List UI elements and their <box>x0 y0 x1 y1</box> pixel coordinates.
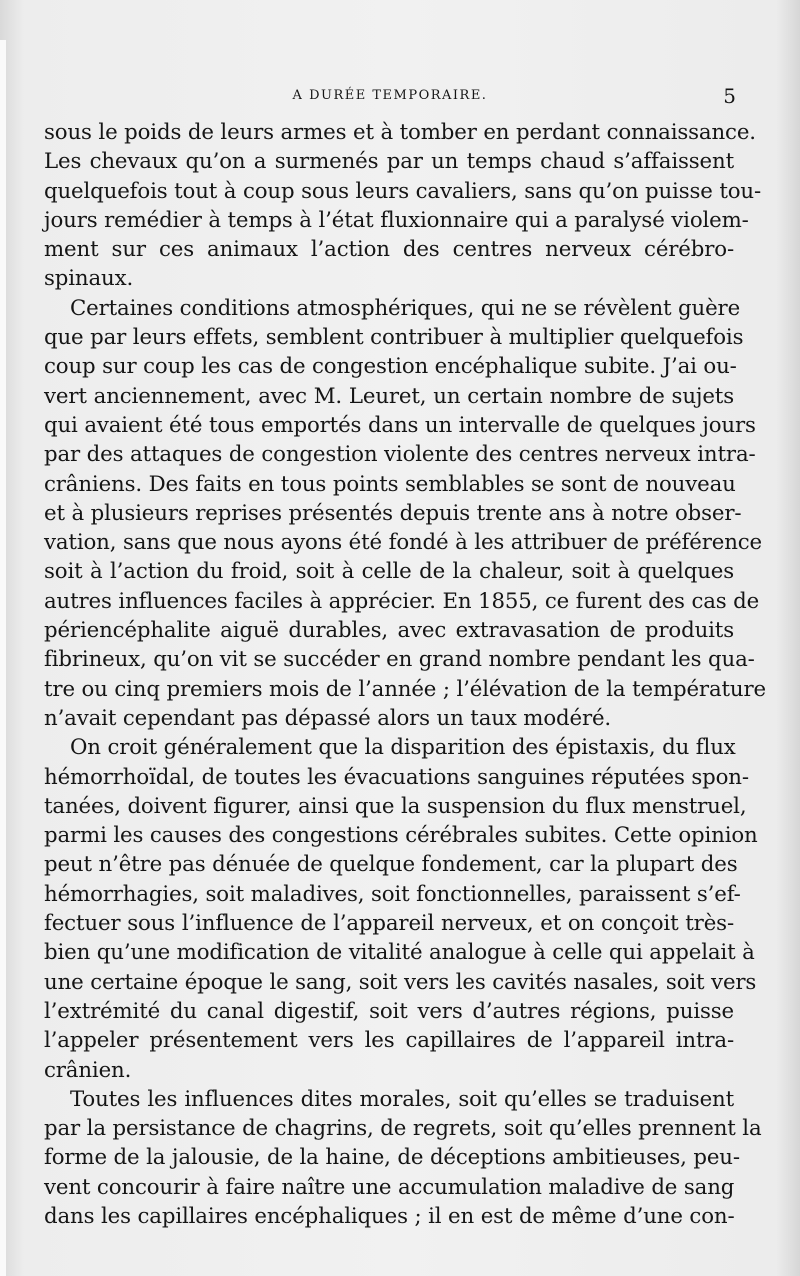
running-title: A DURÉE TEMPORAIRE. <box>292 88 488 103</box>
text-line: spinaux. <box>44 266 134 292</box>
paragraph <box>44 294 766 733</box>
text-line: soit à l’action du froid, soit à celle de la chaleur, soit à quelques <box>44 559 734 585</box>
paragraph <box>44 118 762 294</box>
text-line: Certaines conditions atmosphériques, qui ne se révèlent guère <box>70 295 741 321</box>
page-header <box>40 84 740 114</box>
page-edge <box>0 40 6 1276</box>
text-line: Les chevaux qu’on a surmenés par un temps chaud s’affaissent <box>44 149 734 175</box>
text-line: autres influences faciles à apprécier. En 1855, ce furent des cas de <box>44 588 760 614</box>
text-line: fibrineux, qu’on vit se succéder en grand nombre pendant les qua- <box>44 647 755 673</box>
page-number: 5 <box>723 84 736 108</box>
text-line: crâniens. Des faits en tous points semblables se sont de nouveau <box>44 471 736 497</box>
text-line: par la persistance de chagrins, de regrets, soit qu’elles prennent la <box>44 1116 762 1142</box>
text-line: l’extrémité du canal digestif, soit vers d’autres régions, puisse <box>44 998 734 1024</box>
text-line: sous le poids de leurs armes et à tomber en perdant connaissance. <box>44 120 756 145</box>
text-line: l’appeler présentement vers les capillaires de l’appareil intra- <box>44 1028 734 1054</box>
text-line: par des attaques de congestion violente des centres nerveux intra- <box>44 442 756 468</box>
text-line: peut n’être pas dénuée de quelque fondement, car la plupart des <box>44 852 738 878</box>
text-line: hémorrhoïdal, de toutes les évacuations sanguines réputées spon- <box>44 764 749 790</box>
text-line: Toutes les influences dites morales, soit qu’elles se traduisent <box>70 1086 734 1112</box>
text-line: tanées, doivent figurer, ainsi que la suspension du flux menstruel, <box>44 793 747 819</box>
body-text <box>44 118 766 1231</box>
text-line: coup sur coup les cas de congestion encéphalique subite. J’ai ou- <box>44 354 737 380</box>
text-line: forme de la jalousie, de la haine, de déceptions ambitieuses, peu- <box>44 1145 740 1171</box>
text-line: et à plusieurs reprises présentés depuis trente ans à notre obser- <box>44 500 742 526</box>
text-line: tre ou cinq premiers mois de l’année ; l’élévation de la température <box>44 676 766 702</box>
text-line: dans les capillaires encéphaliques ; il en est de même d’une con- <box>44 1203 735 1229</box>
text-line: crânien. <box>44 1057 132 1083</box>
text-line: vert anciennement, avec M. Leuret, un certain nombre de sujets <box>44 383 734 409</box>
text-line: bien qu’une modification de vitalité analogue à celle qui appelait à <box>44 940 755 966</box>
text-line: jours remédier à temps à l’état fluxionnaire qui a paralysé violem- <box>44 207 749 233</box>
text-line: que par leurs effets, semblent contribuer à multiplier quelquefois <box>44 325 744 351</box>
text-line: fectuer sous l’influence de l’appareil nerveux, et on conçoit très- <box>44 911 734 937</box>
text-line: une certaine époque le sang, soit vers les cavités nasales, soit vers <box>44 969 757 995</box>
paragraph <box>44 733 758 1085</box>
text-line: n’avait cependant pas dépassé alors un taux modéré. <box>44 705 612 731</box>
text-line: vation, sans que nous ayons été fondé à les attribuer de préférence <box>44 530 762 556</box>
text-line: hémorrhagies, soit maladives, soit fonctionnelles, paraissent s’ef- <box>44 881 741 907</box>
text-line: ment sur ces animaux l’action des centres nerveux cérébro- <box>44 237 734 263</box>
paragraph <box>44 1085 762 1231</box>
text-line: vent concourir à faire naître une accumulation maladive de sang <box>44 1174 735 1200</box>
text-line: parmi les causes des congestions cérébrales subites. Cette opinion <box>44 823 758 849</box>
text-line: qui avaient été tous emportés dans un intervalle de quelques jours <box>44 412 756 438</box>
text-line: quelquefois tout à coup sous leurs cavaliers, sans qu’on puisse tou- <box>44 178 762 204</box>
text-line: périencéphalite aiguë durables, avec extravasation de produits <box>44 618 734 644</box>
text-line: On croit généralement que la disparition des épistaxis, du flux <box>70 735 736 761</box>
